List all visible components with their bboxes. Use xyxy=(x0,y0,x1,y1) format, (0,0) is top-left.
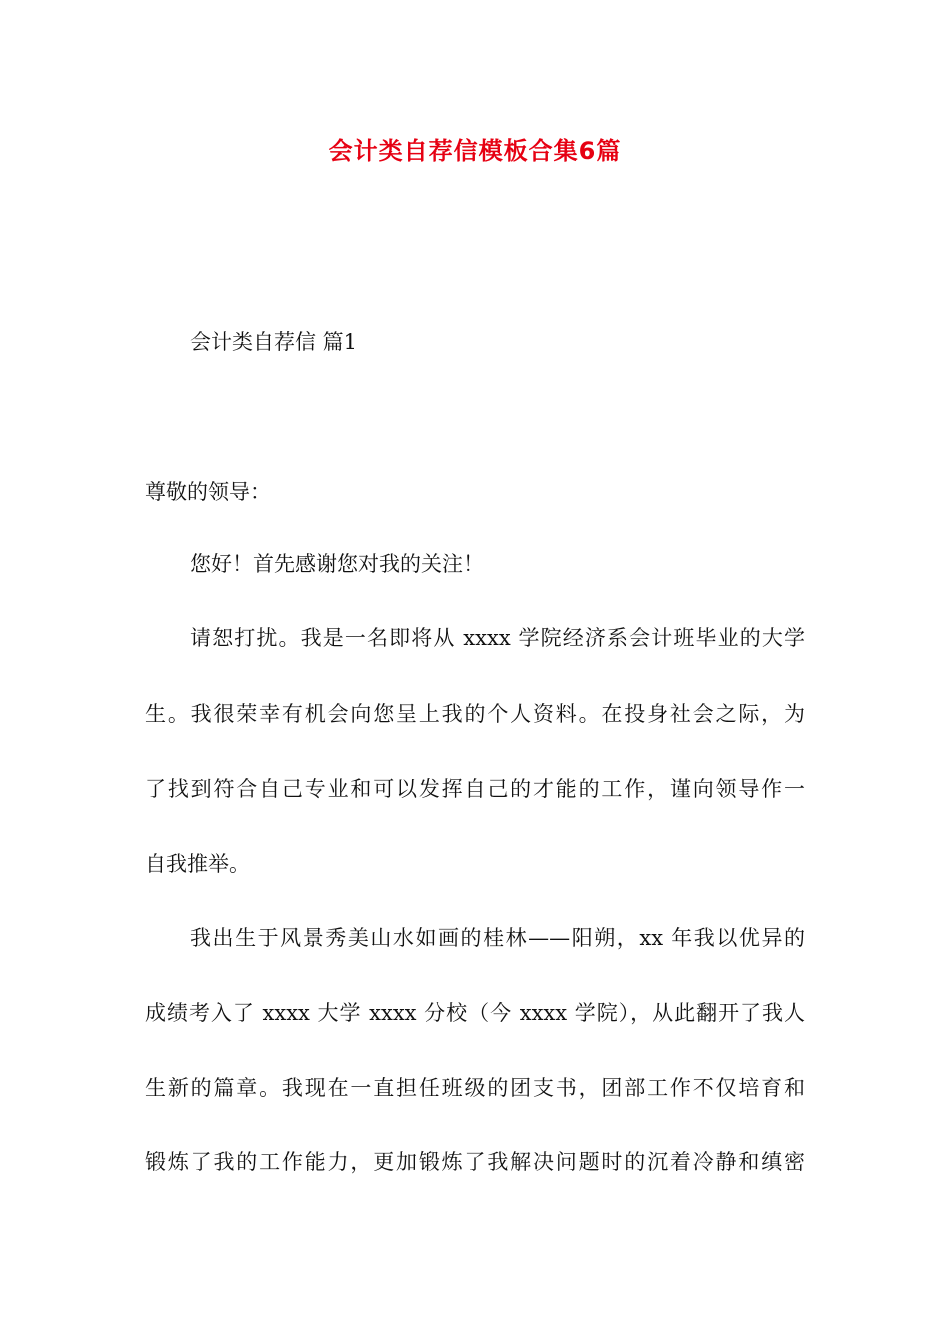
paragraph2-line: 我出生于风景秀美山水如画的桂林——阳朔，xx 年我以优异的 xyxy=(190,926,805,950)
paragraph2-line: 锻炼了我的工作能力，更加锻炼了我解决问题时的沉着冷静和缜密 xyxy=(145,1150,805,1174)
paragraph1-line: 请恕打扰。我是一名即将从 xxxx 学院经济系会计班毕业的大学 xyxy=(190,626,805,650)
paragraph2-line: 成绩考入了 xxxx 大学 xxxx 分校（今 xxxx 学院），从此翻开了我人 xyxy=(145,1001,805,1025)
paragraph1-line: 自我推举。 xyxy=(145,852,250,876)
salutation: 尊敬的领导： xyxy=(145,480,271,504)
section-heading: 会计类自荐信 篇1 xyxy=(190,330,358,354)
paragraph1-line: 生。我很荣幸有机会向您呈上我的个人资料。在投身社会之际，为 xyxy=(145,702,805,726)
document-title: 会计类自荐信模板合集6篇 xyxy=(328,137,622,165)
greeting-line: 您好！首先感谢您对我的关注！ xyxy=(190,552,484,576)
paragraph2-line: 生新的篇章。我现在一直担任班级的团支书，团部工作不仅培育和 xyxy=(145,1076,805,1100)
paragraph1-line: 了找到符合自己专业和可以发挥自己的才能的工作，谨向领导作一 xyxy=(145,777,805,801)
